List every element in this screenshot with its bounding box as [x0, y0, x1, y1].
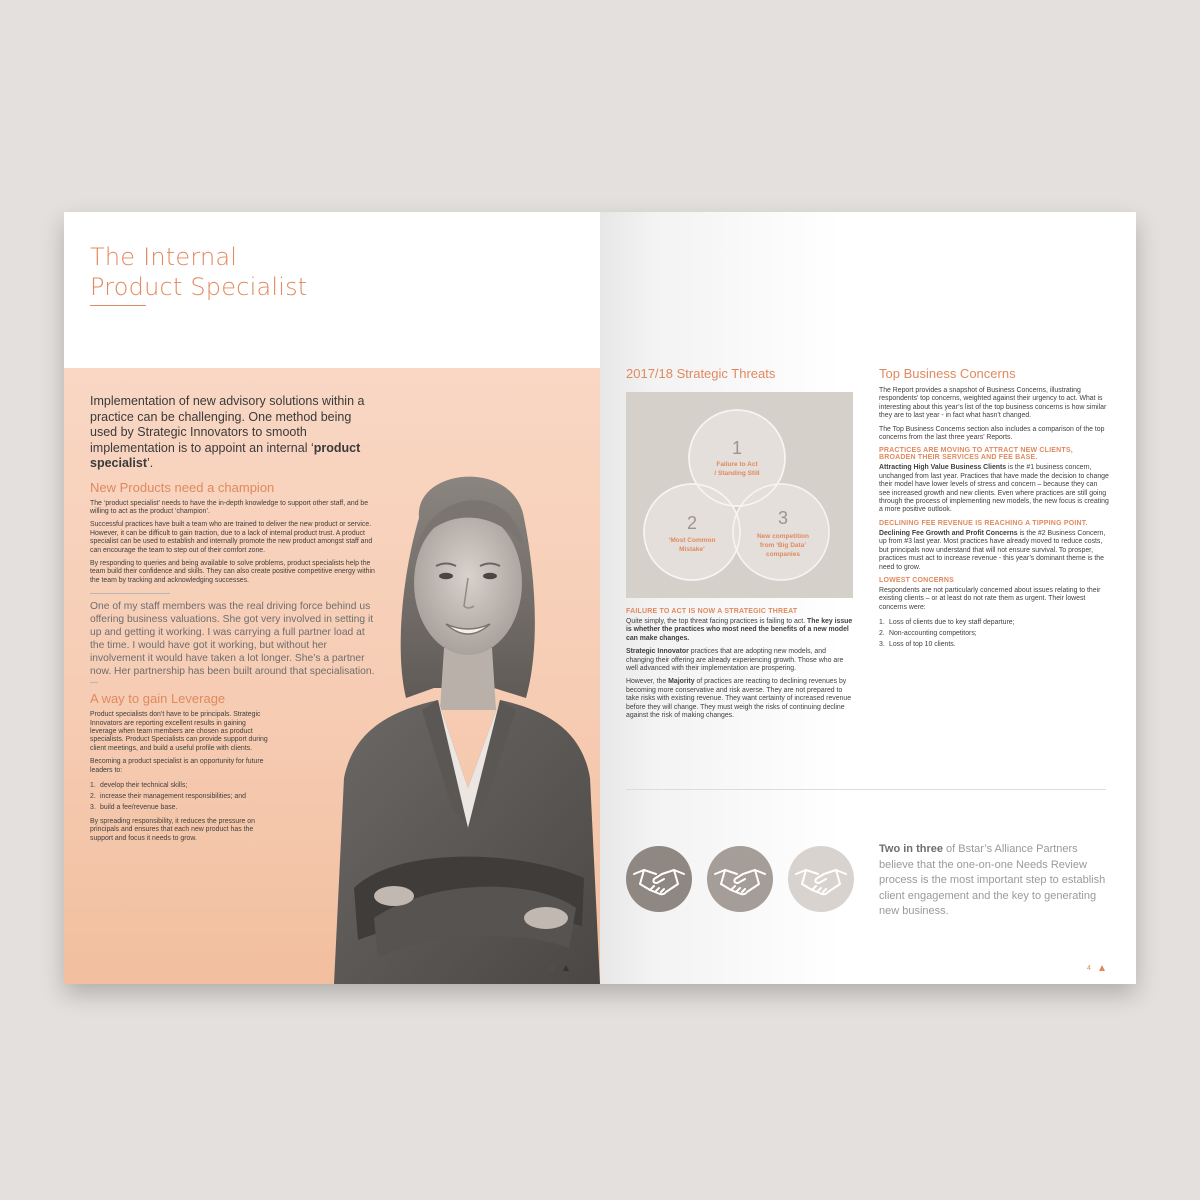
- list-number: 2.: [90, 793, 96, 800]
- list-text: Loss of clients due to key staff departure;: [889, 619, 1015, 627]
- list-number: 2.: [879, 630, 885, 638]
- failure-heading: FAILURE TO ACT IS NOW A STRATEGIC THREAT: [626, 608, 798, 615]
- concerns-subheading-1: PRACTICES ARE MOVING TO ATTRACT NEW CLIENTS, BROADEN THEIR SERVICES AND FEE BASE.: [879, 447, 1073, 462]
- leverage-paragraph-1: Product specialists don’t have to be principals. Strategic Innovators are reporting excellent results in gaining leverage when team members are chosen as product specialists. Product Specialists can provide support during client meetings, and build a useful profile with clients.: [90, 711, 268, 752]
- intro-end: ’.: [146, 456, 154, 470]
- title-underline: [90, 305, 146, 306]
- intro-paragraph: [90, 394, 380, 472]
- failure-p2-text: practices that are adopting new models, and changing their offering are already experiencing growth. Those who are well advanced with their implementation are prospering.: [626, 648, 844, 673]
- list-text: develop their technical skills;: [100, 782, 188, 789]
- title-line-2: Product Specialist: [90, 273, 308, 301]
- failure-p3-text: of practices are reacting to declining revenues by becoming more conservative and risk averse. They are not prepared to take risks with existing revenue. They want certainty of increased revenue before they will change. They must weigh the risks of continuing decline against the risk of making changes.: [626, 678, 852, 720]
- handshake-icon: [707, 846, 773, 912]
- left-page: [64, 212, 600, 984]
- intro-text: Implementation of new advisory solutions within a practice can be challenging. One method being used by Strategic Innovators to smooth implementation is to appoint an internal ‘: [90, 394, 365, 455]
- champion-paragraph-1: The ‘product specialist’ needs to have the in-depth knowledge to support other staff, and be willing to act as the product ‘champion’.: [90, 499, 369, 515]
- concerns-paragraph-4: [879, 530, 1109, 572]
- list-number: 3.: [879, 641, 885, 649]
- venn-diagram: [626, 392, 853, 598]
- list-number: 1.: [90, 782, 96, 789]
- triangle-icon: [1099, 965, 1105, 971]
- lowest-concerns-list: [879, 617, 1109, 650]
- page-number-text: 4: [1087, 965, 1091, 972]
- concerns-p3-text: is the #1 business concern, unchanged from last year. Practices that have made the decision to change their model have lower levels of stress and concern – because they can see increased growth and new clients. Even where practices are still going through the process of implementing new models, the new focus is creating a more positive outlook.: [879, 464, 1109, 514]
- concerns-subheading-2: DECLINING FEE REVENUE IS REACHING A TIPPING POINT.: [879, 519, 1088, 527]
- stat-callout: [879, 842, 1109, 920]
- left-page-number: [547, 965, 569, 972]
- failure-p3-bold: Majority: [668, 678, 695, 686]
- right-page-number: [1087, 965, 1105, 972]
- intro-bold-term: product specialist: [90, 440, 361, 470]
- section-divider: [626, 789, 1106, 790]
- failure-p3-pre: However, the: [626, 678, 669, 686]
- leverage-paragraph-3: By spreading responsibility, it reduces the pressure on principals and ensures that each new product has the support and focus it needs to grow.: [90, 818, 255, 842]
- leverage-list: [90, 780, 270, 813]
- threats-heading: 2017/18 Strategic Threats: [626, 366, 776, 381]
- page-number-text: 32: [547, 965, 555, 972]
- concerns-subheading-3: LOWEST CONCERNS: [879, 576, 954, 584]
- brochure-spread: [64, 212, 1136, 984]
- page-title: [90, 242, 307, 302]
- title-line-1: The Internal: [90, 243, 238, 271]
- failure-p2-bold: Strategic Innovator: [626, 648, 689, 656]
- concerns-p3-bold: Attracting High Value Business Clients: [879, 464, 1007, 472]
- list-text: build a fee/revenue base.: [100, 804, 178, 811]
- list-item: [90, 780, 270, 791]
- venn-label-1b: / Standing Still: [714, 470, 760, 477]
- leverage-paragraph-2: Becoming a product specialist is an opportunity for future leaders to:: [90, 758, 264, 774]
- concerns-paragraph-3: [879, 464, 1109, 514]
- failure-p1-text: Quite simply, the top threat facing practices is failing to act.: [626, 618, 808, 625]
- concerns-p4-text: is the #2 Business Concern, up from #3 last year. Most practices have already moved to reduce costs, but principals now understand that will not ensure survival. To prosper, practices must act to increase revenue - this year’s dominant theme is the need to grow.: [879, 529, 1106, 571]
- list-text: Loss of top 10 clients.: [889, 641, 956, 649]
- list-text: Non-accounting competitors;: [889, 630, 977, 638]
- list-number: 3.: [90, 804, 96, 811]
- venn-label-1a: Failure to Act: [716, 461, 758, 468]
- failure-paragraph-2: [626, 648, 854, 673]
- list-item: [90, 791, 270, 802]
- list-item: [879, 639, 1109, 650]
- venn-number-2: 2: [686, 513, 698, 533]
- triangle-icon: [563, 965, 569, 971]
- champion-paragraph-3: By responding to queries and being available to solve problems, product specialists help the team build their confidence and skills. They can also create positive competitive energy within the team by tracking and acknowledging successes.: [90, 559, 375, 584]
- failure-paragraph-1: [626, 618, 854, 643]
- venn-label-2a: ‘Most Common: [668, 537, 716, 544]
- venn-label-3b: from ‘Big Data’: [759, 542, 807, 549]
- venn-label-2b: Mistake’: [679, 546, 705, 553]
- concerns-paragraph-5: Respondents are not particularly concerned about issues relating to their existing clients – or at least do not rate them as urgent. Their lowest concerns were:: [879, 586, 1101, 611]
- handshake-icon: [626, 846, 692, 912]
- venn-label-3c: companies: [766, 551, 800, 558]
- list-number: 1.: [879, 619, 885, 627]
- list-item: [879, 617, 1109, 628]
- handshake-icon: [788, 846, 854, 912]
- quote-rule-bottom: [90, 682, 98, 683]
- venn-circle-3: [733, 484, 829, 580]
- list-item: [90, 802, 270, 813]
- list-text: increase their management responsibilities; and: [100, 793, 246, 800]
- concerns-p4-bold: Declining Fee Growth and Profit Concerns: [879, 529, 1018, 537]
- right-page: [600, 212, 1136, 984]
- venn-number-3: 3: [777, 508, 789, 528]
- list-item: [879, 628, 1109, 639]
- concerns-heading: Top Business Concerns: [879, 366, 1016, 381]
- venn-number-1: 1: [731, 438, 743, 458]
- quote-rule-top: [90, 593, 170, 594]
- failure-p1-bold: The key issue is whether the practices who most need the benefits of a new model can make changes.: [626, 618, 853, 642]
- callout-bold: Two in three: [879, 843, 943, 855]
- champion-paragraph-2: Successful practices have built a team who are trained to deliver the new product or service. However, it can be difficult to gain traction, due to a lack of internal product trust. A product specialist can be used to establish and internally promote the new product amongst staff and can encourage the team to step out of their comfort zone.: [90, 521, 373, 554]
- left-text-column: [90, 394, 380, 848]
- concerns-section: [879, 366, 1109, 655]
- venn-label-3a: New competition: [756, 533, 810, 540]
- leverage-block: [90, 711, 270, 843]
- failure-paragraph-3: [626, 678, 854, 720]
- callout-text: of Bstar’s Alliance Partners believe that the one-on-one Needs Review process is the most important step to establish client engagement and the key to generating new business.: [879, 843, 1106, 917]
- section-heading-champion: New Products need a champion: [90, 479, 275, 495]
- failure-section: [626, 608, 854, 725]
- testimonial-quote: One of my staff members was the real driving force behind us offering business valuations. She got very involved in setting it up and getting it working. I was carrying a full partner load at the time. I would have got it working, but without her involvement it would have taken a lot longer. She’s a partner now. Her partnership has been built around that specialisation.: [90, 601, 375, 678]
- concerns-paragraph-1: The Report provides a snapshot of Business Concerns, illustrating respondents’ top concerns, weighted against their urgency to act. What is interesting about this year’s list of the top business concerns is how similar they are to last year - in fact what hasn’t changed.: [879, 387, 1107, 420]
- section-heading-leverage: A way to gain Leverage: [90, 691, 226, 707]
- concerns-paragraph-2: The Top Business Concerns section also includes a comparison of the top concerns from the last three years’ Reports.: [879, 425, 1105, 442]
